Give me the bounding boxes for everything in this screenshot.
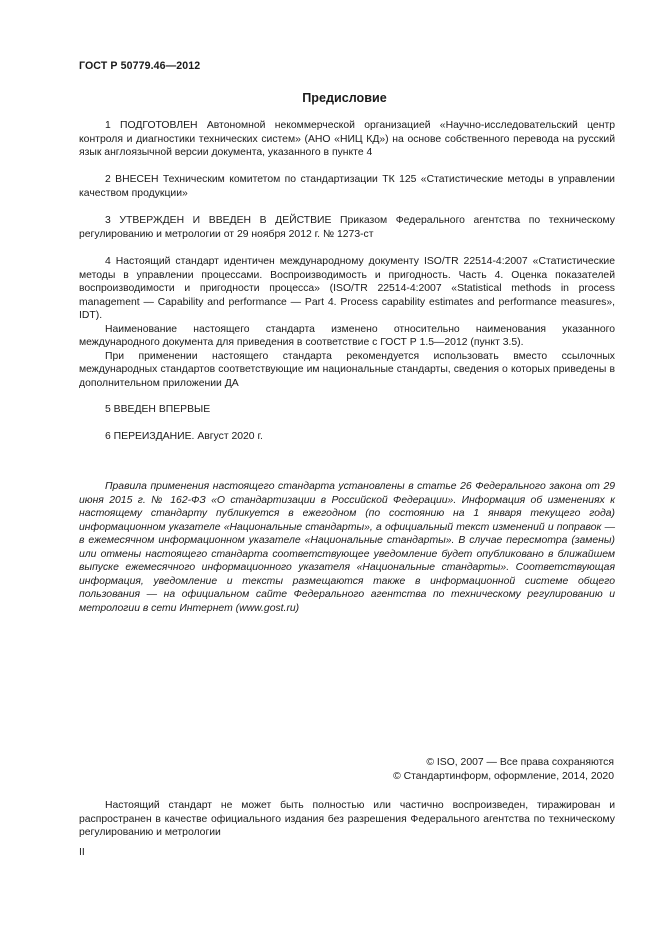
page-number: II <box>79 847 85 858</box>
item-reissue <box>79 430 615 444</box>
item-reissue-text: 6 ПЕРЕИЗДАНИЕ. Август 2020 г. <box>105 431 263 442</box>
standard-code: ГОСТ Р 50779.46—2012 <box>79 60 201 72</box>
item-approved <box>79 214 615 241</box>
reproduction-notice <box>79 799 615 840</box>
page-title: Предисловие <box>302 91 387 105</box>
application-rules-text: Правила применения настоящего стандарта установлены в статье 26 Федерального закона от 29 июня 2015 г. № 162-ФЗ «О стандартизации в Российской Федерации». Информация об изменениях к настоящему стандарту публикуется в ежегодном (по состоянию на 1 января текущего года) информационном указателе «Национальные стандарты», а официальный текст изменений и поправок — в ежемесячном информационном указателе «Национальные стандарты». В случае пересмотра (замены) или отмены настоящего стандарта соответствующее уведомление будет опубликовано в ближайшем выпуске ежемесячного информационного указателя «Национальные стандарты». Соответствующая информация, уведомление и тексты размещаются также в информационной системе общего пользования — на официальном сайте Федерального агентства по техническому регулированию и метрологии в сети Интернет (www.gost.ru) <box>79 481 615 614</box>
item-identical-text: 4 Настоящий стандарт идентичен международному документу ISO/TR 22514-4:2007 «Статистические методы в управлении процессами. Воспроизводимость и пригодность. Часть 4. Оценка показателей воспроизводимости и пригодности процесса» (ISO/TR 22514-4:2007 «Statistical methods in process management — Capability and performance — Part 4. Process capability estimates and performance measures», IDT). <box>79 256 615 321</box>
item-introduced-text: 2 ВНЕСЕН Техническим комитетом по стандартизации ТК 125 «Статистические методы в управлении качеством продукции» <box>79 174 615 199</box>
item-approved-text: 3 УТВЕРЖДЕН И ВВЕДЕН В ДЕЙСТВИЕ Приказом Федерального агентства по техническому регулированию и метрологии от 29 ноября 2012 г. № 1273-ст <box>79 215 615 240</box>
item-prepared <box>79 119 615 160</box>
reproduction-notice-text: Настоящий стандарт не может быть полностью или частично воспроизведен, тиражирован и распространен в качестве официального издания без разрешения Федерального агентства по техническому регулированию и метрологии <box>79 800 615 838</box>
copyright-standartinform: © Стандартинформ, оформление, 2014, 2020 <box>393 770 614 782</box>
item-first-introduced <box>79 403 615 417</box>
application-rules-notice <box>79 480 615 615</box>
copyright-block <box>393 756 614 783</box>
item-references-text: При применении настоящего стандарта рекомендуется использовать вместо ссылочных международных стандартов соответствующие им национальные стандарты, сведения о которых приведены в дополнительном приложении ДА <box>79 350 615 389</box>
item-identical <box>79 255 615 390</box>
item-first-introduced-text: 5 ВВЕДЕН ВПЕРВЫЕ <box>105 404 211 415</box>
copyright-iso: © ISO, 2007 — Все права сохраняются <box>426 757 614 768</box>
item-introduced <box>79 173 615 200</box>
item-prepared-text: 1 ПОДГОТОВЛЕН Автономной некоммерческой организацией «Научно-исследовательский центр контроля и диагностики технических систем» (АНО «НИЦ КД») на основе собственного перевода на русский язык англоязычной версии документа, указанного в пункте 4 <box>79 120 615 158</box>
item-name-change-text: Наименование настоящего стандарта изменено относительно наименования указанного международного документа для приведения в соответствие с ГОСТ Р 1.5—2012 (пункт 3.5). <box>79 323 615 348</box>
